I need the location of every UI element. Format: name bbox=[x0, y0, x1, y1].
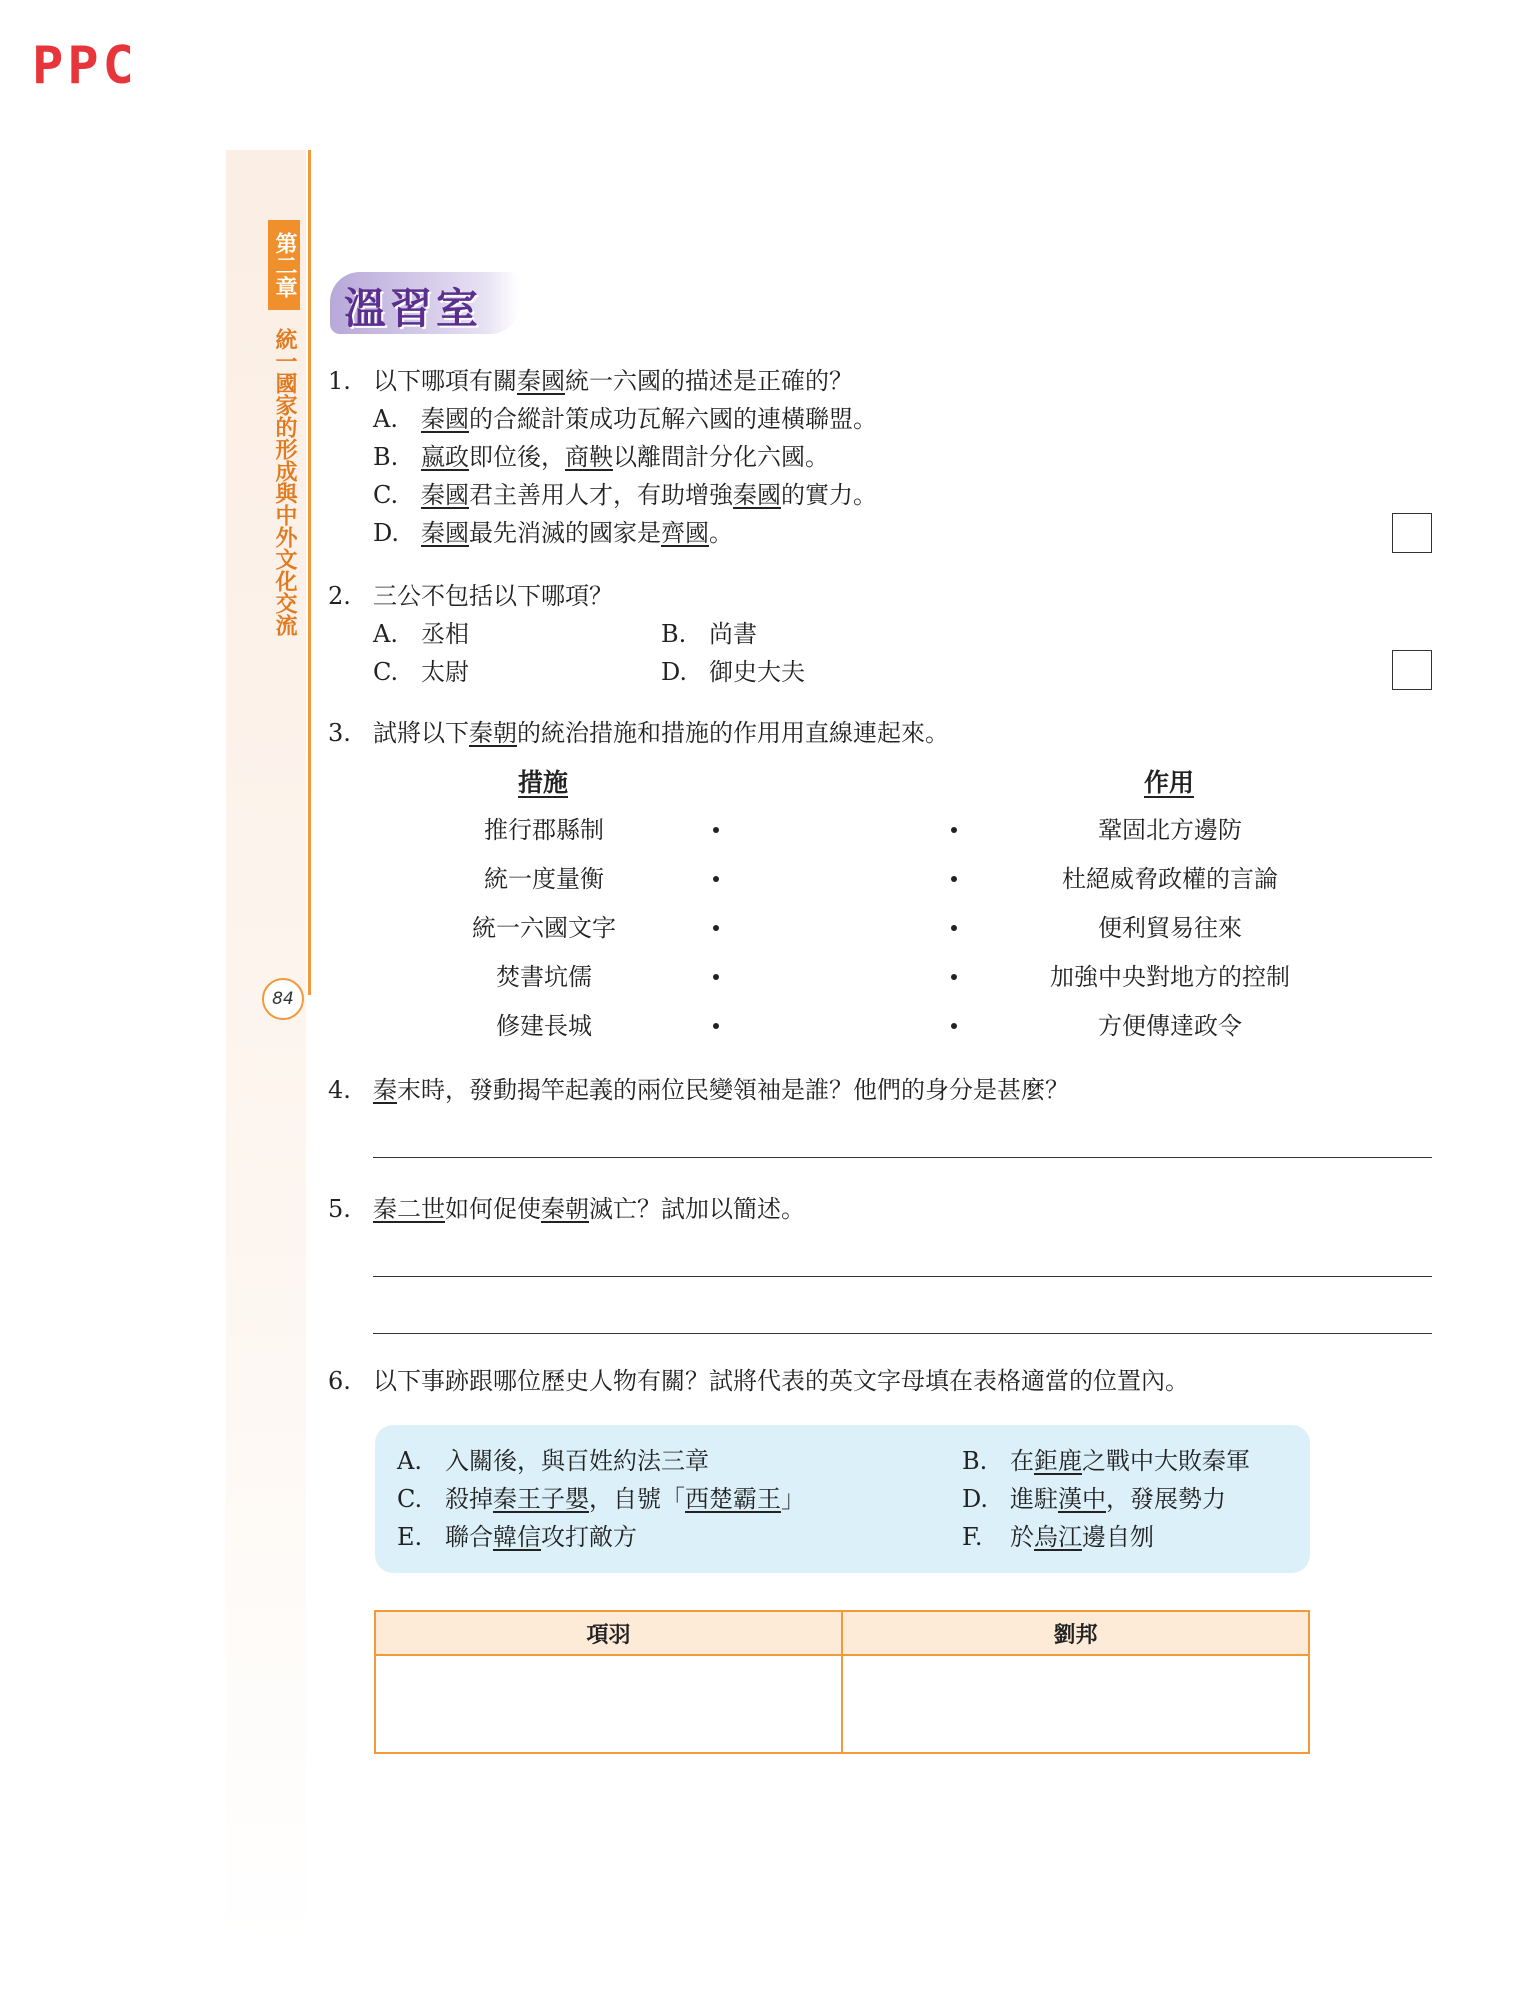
event-item-b bbox=[962, 1442, 1250, 1480]
events-box bbox=[375, 1425, 1310, 1573]
option-text: 以離間計分化六國。 bbox=[613, 443, 829, 471]
proper-noun: 秦國 bbox=[733, 481, 781, 509]
question-text bbox=[373, 1190, 805, 1228]
option-text: 丞相 bbox=[421, 620, 469, 648]
option-d bbox=[661, 653, 805, 691]
event-text: 入關後，與百姓約法三章 bbox=[445, 1447, 709, 1475]
measure-item: 推行郡縣制 bbox=[484, 816, 604, 844]
option-label: B. bbox=[373, 443, 399, 471]
option-label: B. bbox=[962, 1447, 988, 1475]
event-item-d bbox=[962, 1480, 1226, 1518]
event-text: 聯合 bbox=[445, 1523, 493, 1551]
proper-noun: 秦國 bbox=[421, 519, 469, 547]
right-connector-dot[interactable] bbox=[951, 974, 957, 980]
text-segment: 的統治措施和措施的作用用直線連起來。 bbox=[517, 719, 949, 747]
proper-noun: 秦朝 bbox=[541, 1195, 589, 1223]
event-text: 邊自刎 bbox=[1082, 1523, 1154, 1551]
effects-header: 作用 bbox=[1144, 768, 1195, 797]
left-connector-dot[interactable] bbox=[713, 925, 719, 931]
proper-noun: 商鞅 bbox=[565, 443, 613, 471]
effect-item: 加強中央對地方的控制 bbox=[1050, 963, 1290, 991]
event-item-a bbox=[397, 1442, 709, 1480]
option-label: C. bbox=[373, 481, 399, 509]
text-segment: 統一六國的描述是正確的？ bbox=[565, 367, 853, 395]
question-number: 6. bbox=[328, 1367, 351, 1395]
measure-item: 修建長城 bbox=[496, 1012, 592, 1040]
left-connector-dot[interactable] bbox=[713, 876, 719, 882]
option-b bbox=[373, 438, 829, 476]
event-text: 殺掉 bbox=[445, 1485, 493, 1513]
option-b bbox=[661, 615, 757, 653]
event-text: 在 bbox=[1010, 1447, 1034, 1475]
right-connector-dot[interactable] bbox=[951, 827, 957, 833]
event-text: ，發展勢力 bbox=[1106, 1485, 1226, 1513]
text-segment: 如何促使 bbox=[445, 1195, 541, 1223]
right-connector-dot[interactable] bbox=[951, 876, 957, 882]
left-connector-dot[interactable] bbox=[713, 827, 719, 833]
option-text: 的合縱計策成功瓦解六國的連橫聯盟。 bbox=[469, 405, 877, 433]
answer-line[interactable] bbox=[373, 1276, 1432, 1277]
question-text bbox=[373, 714, 949, 752]
measures-header: 措施 bbox=[518, 768, 569, 797]
event-item-c bbox=[397, 1480, 805, 1518]
proper-noun: 齊國 bbox=[661, 519, 709, 547]
question-text: 三公不包括以下哪項？ bbox=[373, 582, 613, 610]
option-text: 的實力。 bbox=[781, 481, 877, 509]
table-answer-row bbox=[375, 1655, 1309, 1753]
answer-table bbox=[374, 1610, 1310, 1754]
option-text: 君主善用人才，有助增強 bbox=[469, 481, 733, 509]
question-number: 3. bbox=[328, 719, 351, 747]
measure-item: 統一六國文字 bbox=[472, 914, 616, 942]
page-number: 84 bbox=[262, 978, 304, 1020]
proper-noun: 韓信 bbox=[493, 1523, 541, 1551]
option-d bbox=[373, 514, 733, 552]
proper-noun: 秦國 bbox=[517, 367, 565, 395]
chapter-tag: 第二章 bbox=[268, 220, 300, 310]
right-connector-dot[interactable] bbox=[951, 1023, 957, 1029]
answer-cell-liu-bang[interactable] bbox=[842, 1655, 1309, 1753]
question-number: 2. bbox=[328, 582, 351, 610]
option-text: 尚書 bbox=[709, 620, 757, 648]
measure-item: 焚書坑儒 bbox=[496, 963, 592, 991]
proper-noun: 鉅鹿 bbox=[1034, 1447, 1082, 1475]
option-text: 太尉 bbox=[421, 658, 469, 686]
effect-item: 鞏固北方邊防 bbox=[1098, 816, 1242, 844]
option-text: 御史大夫 bbox=[709, 658, 805, 686]
proper-noun: 秦 bbox=[373, 1076, 397, 1104]
option-a bbox=[373, 615, 469, 653]
answer-cell-xiang-yu[interactable] bbox=[375, 1655, 842, 1753]
option-a bbox=[373, 400, 877, 438]
table-header-row bbox=[375, 1611, 1309, 1655]
answer-line[interactable] bbox=[373, 1333, 1432, 1334]
question-number: 4. bbox=[328, 1076, 351, 1104]
event-text: 進駐 bbox=[1010, 1485, 1058, 1513]
left-connector-dot[interactable] bbox=[713, 974, 719, 980]
option-text: 。 bbox=[709, 519, 733, 547]
event-text: ，自號「 bbox=[589, 1485, 685, 1513]
right-connector-dot[interactable] bbox=[951, 925, 957, 931]
proper-noun: 秦朝 bbox=[469, 719, 517, 747]
option-label: E. bbox=[397, 1523, 423, 1551]
question-text: 以下事跡跟哪位歷史人物有關？試將代表的英文字母填在表格適當的位置內。 bbox=[373, 1367, 1189, 1395]
event-item-e bbox=[397, 1518, 637, 1556]
chapter-title: 統一國家的形成與中外文化交流 bbox=[272, 328, 298, 636]
effect-item: 杜絕威脅政權的言論 bbox=[1062, 865, 1278, 893]
option-label: A. bbox=[373, 405, 398, 433]
event-text: 」 bbox=[781, 1485, 805, 1513]
left-connector-dot[interactable] bbox=[713, 1023, 719, 1029]
option-label: D. bbox=[962, 1485, 989, 1513]
text-segment: 滅亡？試加以簡述。 bbox=[589, 1195, 805, 1223]
answer-line[interactable] bbox=[373, 1157, 1432, 1158]
proper-noun: 烏江 bbox=[1034, 1523, 1082, 1551]
text-segment: 試將以下 bbox=[373, 719, 469, 747]
answer-box-q1[interactable] bbox=[1392, 513, 1432, 553]
publisher-logo: PPC bbox=[32, 36, 138, 96]
option-c bbox=[373, 653, 469, 691]
option-label: D. bbox=[373, 519, 400, 547]
option-label: D. bbox=[661, 658, 688, 686]
option-c bbox=[373, 476, 877, 514]
option-label: A. bbox=[397, 1447, 422, 1475]
proper-noun: 秦國 bbox=[421, 405, 469, 433]
proper-noun: 西楚霸王 bbox=[685, 1485, 781, 1513]
proper-noun: 嬴政 bbox=[421, 443, 469, 471]
question-number: 5. bbox=[328, 1195, 351, 1223]
option-label: A. bbox=[373, 620, 398, 648]
option-label: B. bbox=[661, 620, 687, 648]
proper-noun: 漢中 bbox=[1058, 1485, 1106, 1513]
event-text: 之戰中大敗秦軍 bbox=[1082, 1447, 1250, 1475]
option-text: 即位後， bbox=[469, 443, 565, 471]
header-liu-bang: 劉邦 bbox=[842, 1611, 1309, 1655]
sidebar-divider bbox=[308, 150, 311, 995]
proper-noun: 秦國 bbox=[421, 481, 469, 509]
question-text bbox=[373, 1071, 1069, 1109]
option-text: 最先消滅的國家是 bbox=[469, 519, 661, 547]
option-label: C. bbox=[373, 658, 399, 686]
event-text: 攻打敵方 bbox=[541, 1523, 637, 1551]
text-segment: 以下哪項有關 bbox=[373, 367, 517, 395]
section-title-badge bbox=[330, 272, 520, 334]
event-text: 於 bbox=[1010, 1523, 1034, 1551]
measure-item: 統一度量衡 bbox=[484, 865, 604, 893]
text-segment: 末時，發動揭竿起義的兩位民變領袖是誰？他們的身分是甚麼？ bbox=[397, 1076, 1069, 1104]
effect-item: 便利貿易往來 bbox=[1098, 914, 1242, 942]
option-label: C. bbox=[397, 1485, 423, 1513]
question-number: 1. bbox=[328, 367, 351, 395]
option-label: F. bbox=[962, 1523, 983, 1551]
header-xiang-yu: 項羽 bbox=[375, 1611, 842, 1655]
answer-box-q2[interactable] bbox=[1392, 650, 1432, 690]
section-title: 溫習室 bbox=[344, 284, 483, 333]
proper-noun: 秦王子嬰 bbox=[493, 1485, 589, 1513]
event-item-f bbox=[962, 1518, 1154, 1556]
effect-item: 方便傳達政令 bbox=[1098, 1012, 1242, 1040]
question-text bbox=[373, 362, 853, 400]
proper-noun: 秦二世 bbox=[373, 1195, 445, 1223]
